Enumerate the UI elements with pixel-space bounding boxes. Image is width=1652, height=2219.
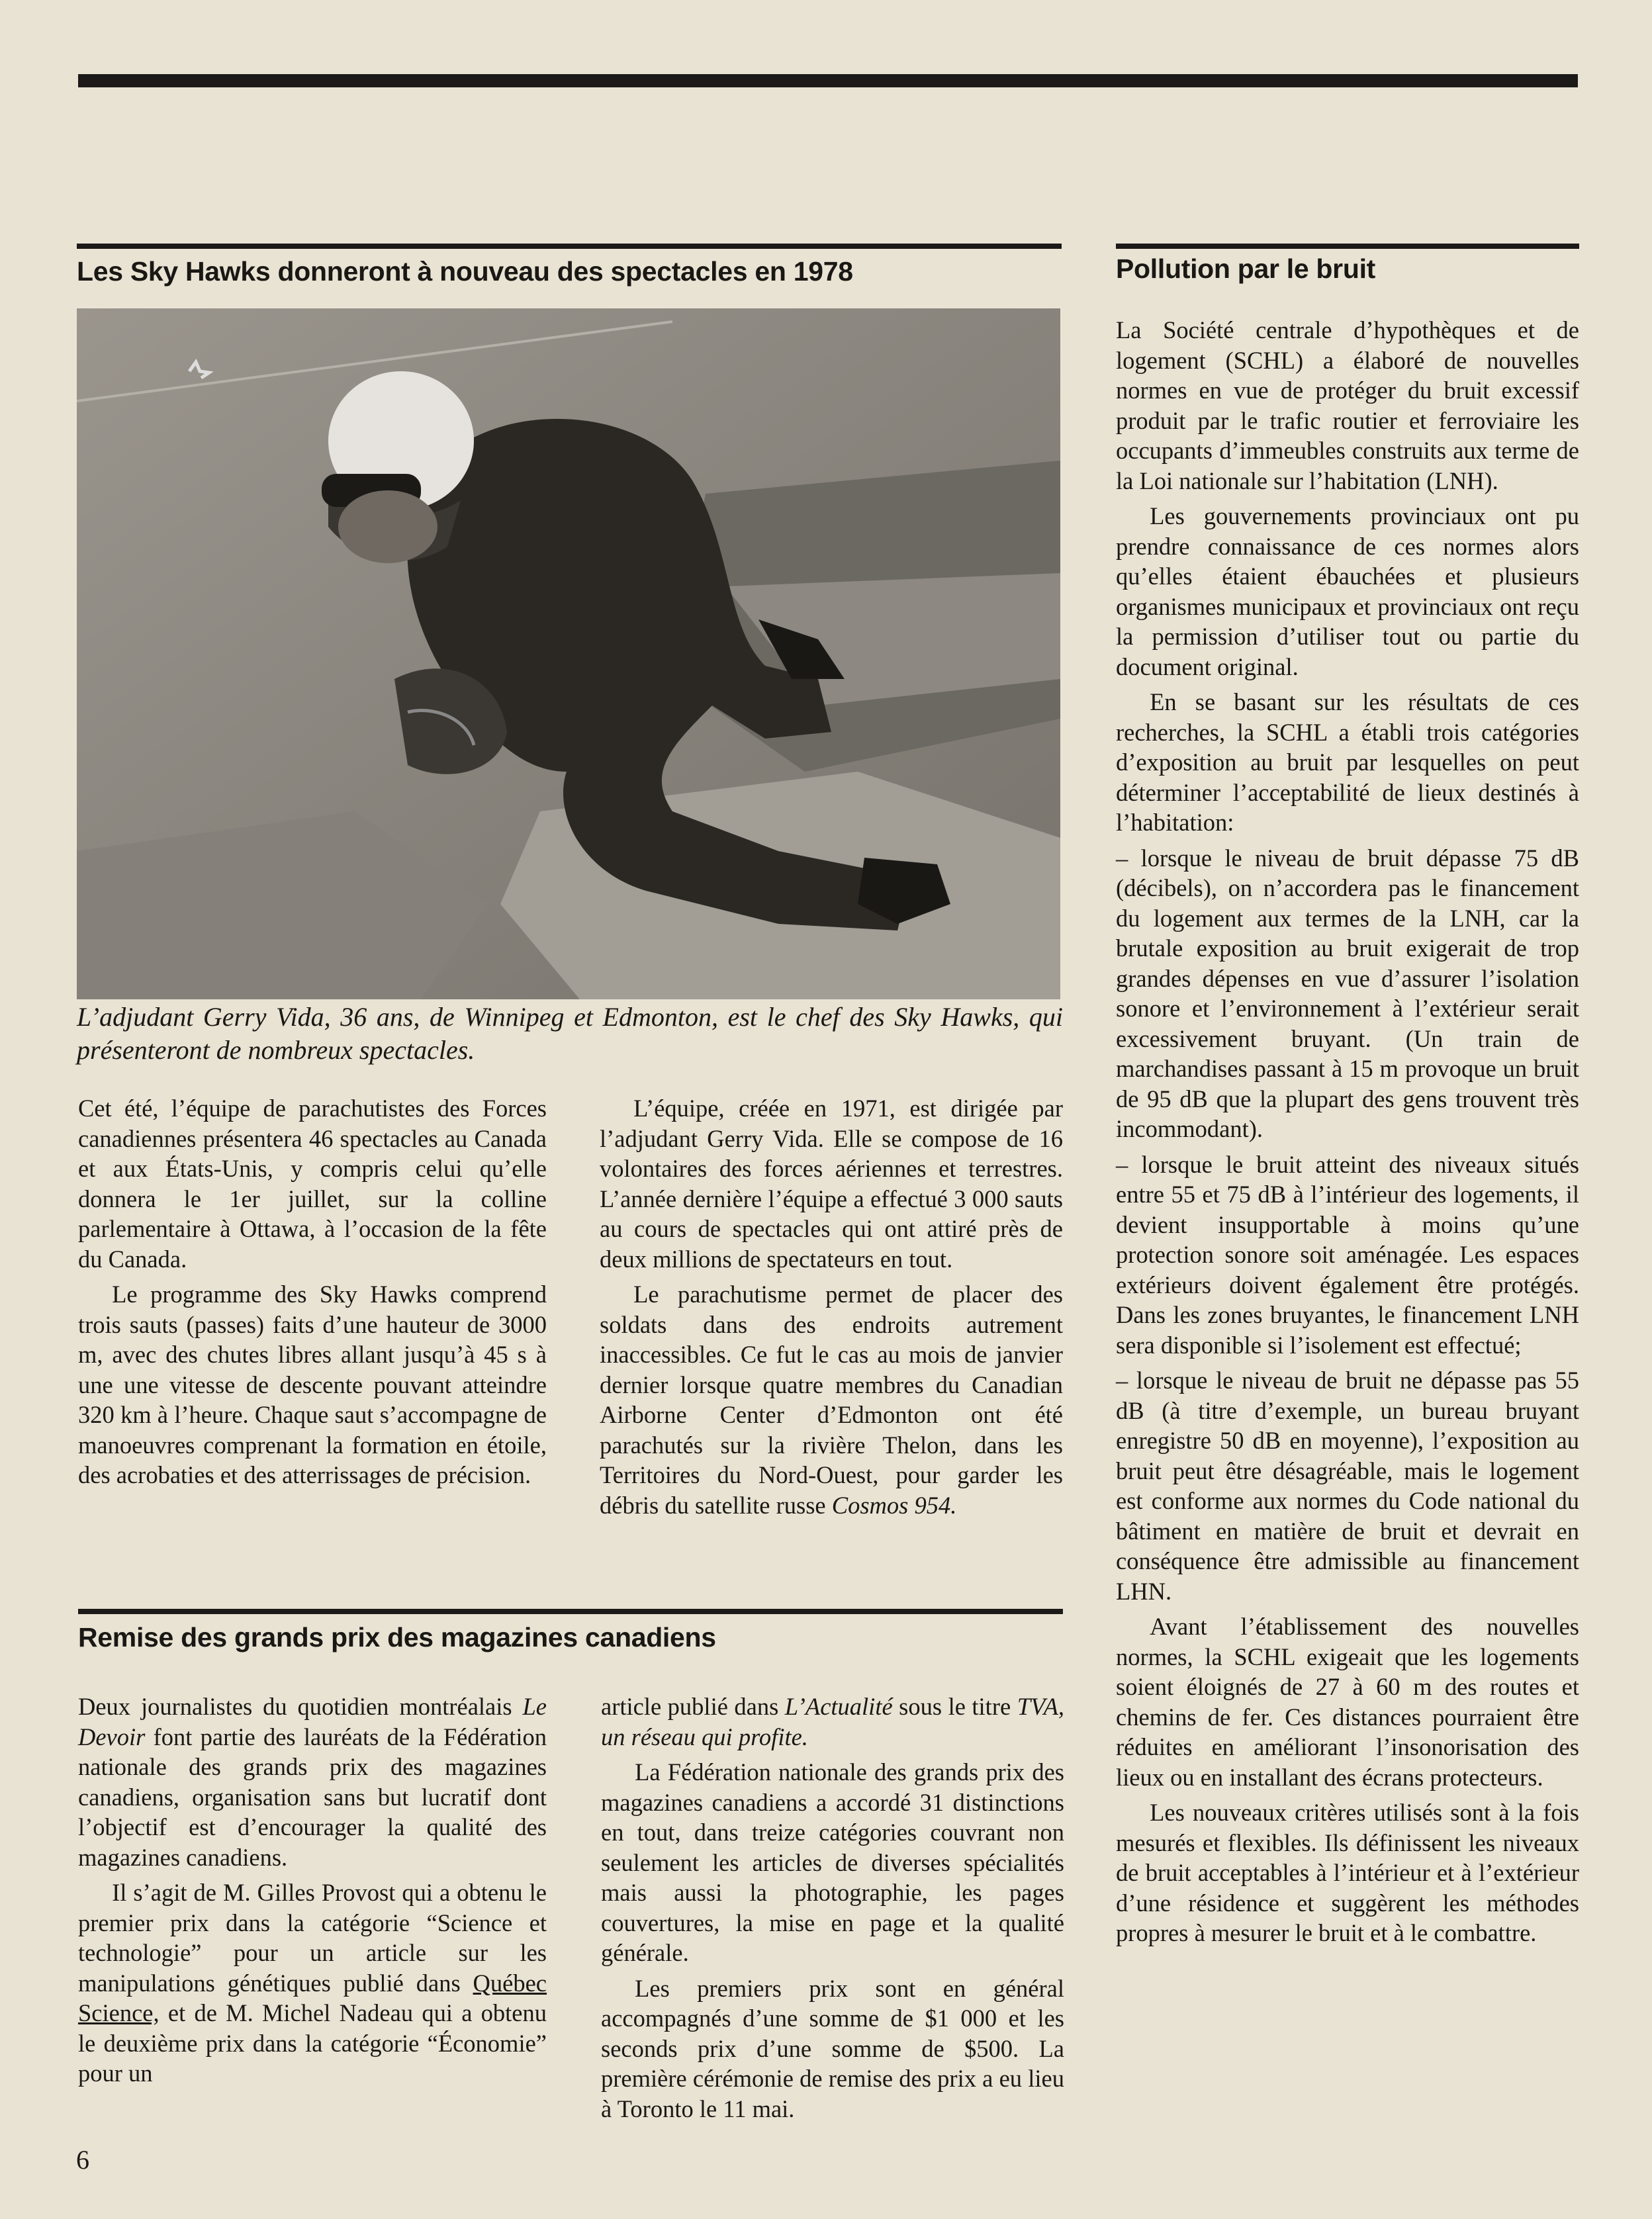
prix-col-2 — [601, 1692, 1064, 2129]
skyhawks-text: Le parachutisme permet de placer des soldats dans des endroits autrement inaccessibles. Ce fut le cas au mois de janvier dernier lorsque quatre membres du Canadian Airborne Center d’Edmonton ont été parachutés sur la rivière Thelon, dans les Territoires du Nord-Ouest, pour garder les débris du satellite russe — [600, 1281, 1063, 1519]
prix-paragraph: Les premiers prix sont en général accompagnés d’une somme de $1 000 et les seconds prix d’une somme de $500. La première cérémonie de remise des prix a eu lieu à Toronto le 11 mai. — [601, 1974, 1064, 2122]
prix-rule — [78, 1609, 1063, 1614]
bruit-list-item: – lorsque le niveau de bruit dépasse 75 dB (décibels), on n’accordera pas le financement du logement aux termes de la LNH, car la brutale exposition au bruit exigerait de trop grandes dépenses en vue d’assurer l’isolation sonore et l’environnement à l’extérieur serait excessivement bruyant. (Un train de marchandises passant à 15 m provoque un bruit de 95 dB que la plupart des gens trouvent très incommodant). — [1116, 844, 1579, 1142]
page-number: 6 — [76, 2145, 89, 2175]
newspaper-name: Le Devoir — [78, 1693, 547, 1750]
bruit-rule — [1116, 244, 1579, 249]
bruit-list-item: – lorsque le bruit atteint des niveaux situés entre 55 et 75 dB à l’intérieur des logements, il devient insupportable à moins qu’une protection sonore soit aménagée. Les espaces extérieurs doivent également être protégés. Dans les zones bruyantes, le financement LNH sera disponible si l’isolement est effectué; — [1116, 1150, 1579, 1359]
prix-col-1 — [78, 1692, 547, 2094]
magazine-name: Québec Science, — [78, 1969, 547, 2026]
bruit-paragraph: En se basant sur les résultats de ces recherches, la SCHL a établi trois catégories d’exposition au bruit par lesquelles on peut déterminer l’acceptabilité de lieux destinés à l’habitation: — [1116, 688, 1579, 836]
skyhawks-paragraph: Le programme des Sky Hawks comprend trois sauts (passes) faits d’une hauteur de 3000 m, avec des chutes libres allant jusqu’à 45 s à une une vitesse de descente pouvant atteindre 320 km à l’heure. Chaque saut s’accompagne de manoeuvres comprenant la formation en étoile, des acrobaties et des atterrissages de précision. — [78, 1281, 547, 1488]
bruit-list-item: – lorsque le niveau de bruit ne dépasse pas 55 dB (à titre d’exemple, un bureau bruyant enregistre 50 dB en moyenne), l’exposition au bruit peut être désagréable, mais le logement est conforme aux normes du Code national du bâtiment en matière de bruit et devrait en conséquence être admissible au financement LHN. — [1116, 1367, 1579, 1605]
bruit-paragraph: Avant l’établissement des nouvelles normes, la SCHL exigeait que les logements soient éloignés de 27 à 60 m des routes et chemins de fer. Ces distances pourraient être réduites en améliorant l’insonorisation des lieux ou en installant des écrans protecteurs. — [1116, 1613, 1579, 1791]
prix-text: font partie des lauréats de la Fédération nationale des grands prix des magazines canadiens, organisation sans but lucratif dont l’objectif est d’encourager la qualité des magazines canadiens. — [78, 1723, 547, 1871]
bruit-paragraph: Les gouvernements provinciaux ont pu prendre connaissance de ces normes alors qu’elles étaient ébauchées et plusieurs organismes municipaux et provinciaux ont reçu la permission d’utiliser tout ou partie du document original. — [1116, 502, 1579, 680]
photo-caption: L’adjudant Gerry Vida, 36 ans, de Winnipeg et Edmonton, est le chef des Sky Hawks, qui présenteront de nombreux spectacles. — [77, 1002, 1063, 1065]
prix-paragraph — [601, 1692, 1064, 1752]
prix-headline: Remise des grands prix des magazines canadiens — [78, 1622, 716, 1653]
skyhawks-paragraph — [600, 1279, 1063, 1520]
prix-paragraph — [78, 1692, 547, 1872]
skydiver-illustration — [77, 308, 1060, 999]
top-rule — [78, 74, 1578, 87]
bruit-paragraph: Les nouveaux critères utilisés sont à la fois mesurés et flexibles. Ils définissent les niveaux de bruit acceptables à l’intérieur et à l’extérieur d’une résidence et suggèrent les méthodes propres à mesurer le bruit et à le combattre. — [1116, 1799, 1579, 1946]
skydiver-photo — [77, 308, 1060, 999]
prix-text: Il s’agit de M. Gilles Provost qui a obtenu le premier prix dans la catégorie “Science et technologie” pour un article sur les manipulations génétiques publié dans — [78, 1879, 547, 1997]
prix-text: Deux journalistes du quotidien montréalais — [78, 1693, 523, 1720]
prix-paragraph — [78, 1878, 547, 2089]
prix-paragraph: La Fédération nationale des grands prix des magazines canadiens a accordé 31 distinctions en tout, dans treize catégories couvrant non seulement les articles de diverses spécialités mais aussi la photographie, les pages couvertures, la mise en page et la qualité générale. — [601, 1758, 1064, 1966]
prix-text: et de M. Michel Nadeau qui a obtenu le deuxième prix dans la catégorie “Économie” pour un — [78, 1999, 547, 2087]
article-title: TVA, un réseau qui profite. — [601, 1693, 1064, 1750]
satellite-name: Cosmos 954. — [831, 1491, 957, 1519]
skyhawks-col-1 — [78, 1093, 547, 1496]
skyhawks-paragraph: L’équipe, créée en 1971, est dirigée par l’adjudant Gerry Vida. Elle se compose de 16 volontaires des forces aériennes et terrestres. L’année dernière l’équipe a effectué 3 000 sauts au cours de spectacles qui ont attiré près de deux millions de spectateurs en tout. — [600, 1095, 1063, 1273]
skyhawks-col-2 — [600, 1093, 1063, 1525]
skyhawks-paragraph: Cet été, l’équipe de parachutistes des Forces canadiennes présentera 46 spectacles au Canada et aux États-Unis, y compris celui qu’elle donnera le 1er juillet, sur la colline parlementaire à Ottawa, à l’occasion de la fête du Canada. — [78, 1095, 547, 1273]
prix-text: sous le titre — [892, 1693, 1017, 1720]
bruit-paragraph: La Société centrale d’hypothèques et de logement (SCHL) a élaboré de nouvelles normes en vue de protéger du bruit excessif produit par le trafic routier et ferroviaire les occupants d’immeubles construits aux terme de la Loi nationale sur l’habitation (LNH). — [1116, 316, 1579, 494]
bruit-col — [1116, 315, 1579, 1954]
magazine-name: L’Actualité — [784, 1693, 893, 1720]
bruit-headline: Pollution par le bruit — [1116, 253, 1376, 284]
prix-text: article publié dans — [601, 1693, 785, 1720]
skyhawks-rule — [77, 244, 1062, 249]
skyhawks-headline: Les Sky Hawks donneront à nouveau des spectacles en 1978 — [77, 256, 853, 287]
